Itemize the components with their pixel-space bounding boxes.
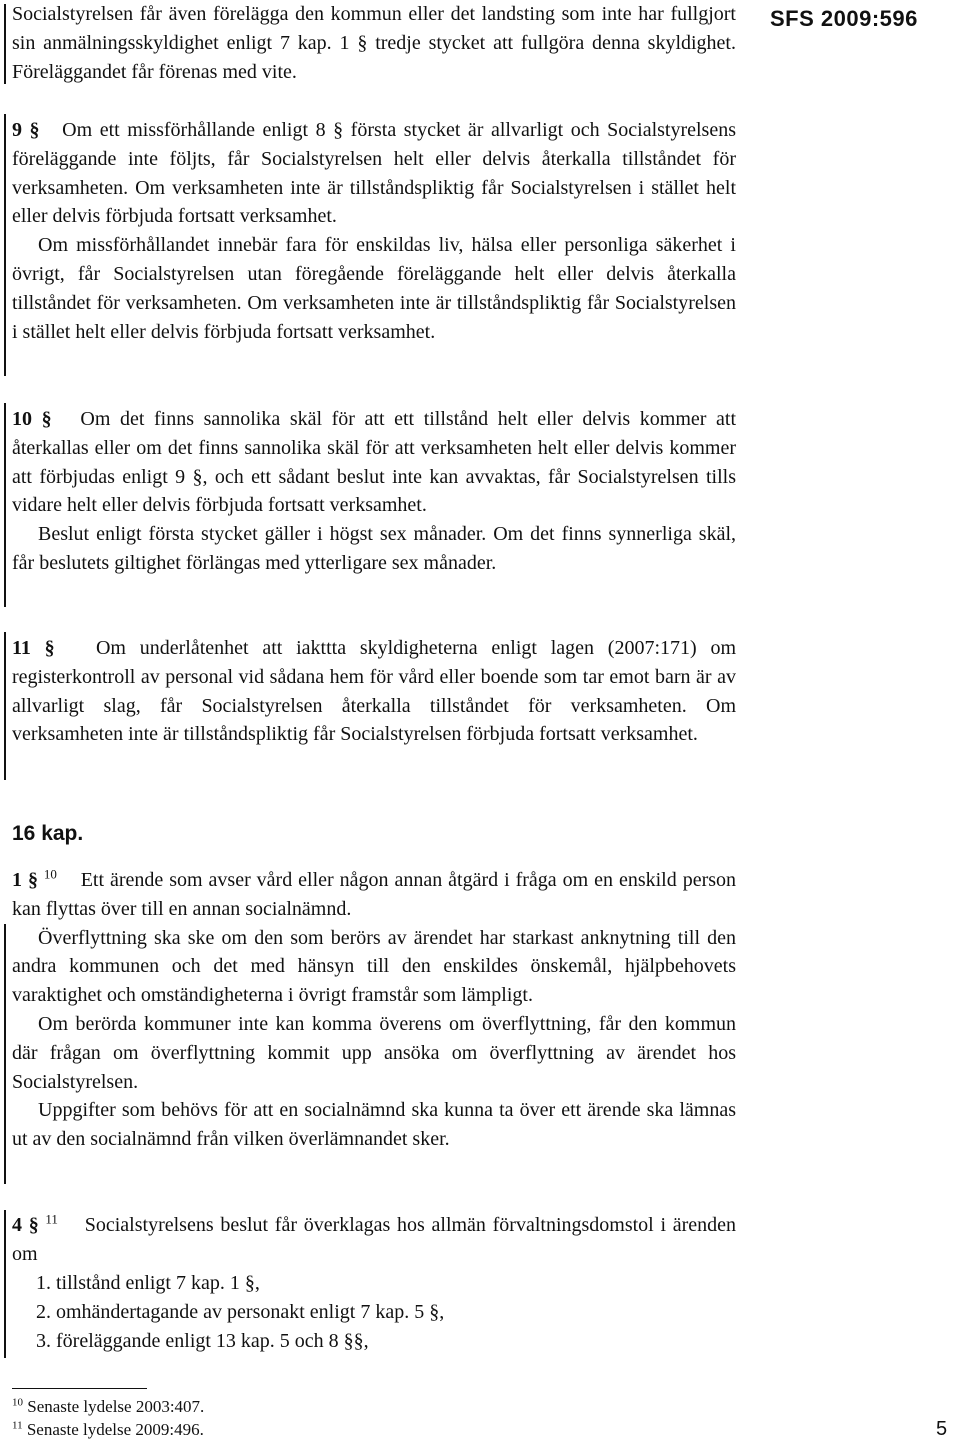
sfs-label: SFS 2009:596 — [770, 6, 918, 31]
list-item: 2. omhändertagande av personakt enligt 7 kap. 5 §, — [36, 1300, 445, 1323]
change-bar — [4, 1210, 6, 1358]
section-9 — [12, 116, 736, 346]
section-11-p1 — [12, 634, 736, 749]
section-10 — [12, 405, 736, 578]
change-bar — [4, 114, 6, 376]
footnote-text: Senaste lydelse 2003:407. — [27, 1397, 205, 1416]
section-1-p2: Överflyttning ska ske om den som berörs av ärendet har starkast anknytning till den andra kommunen och det med hänsyn till den enskildes önskemål, hjälpbehovets varaktighet och omständigheterna i övrigt framstår som lämpligt. — [12, 926, 736, 1007]
section-1 — [12, 866, 736, 1154]
section-1-number: 1 § — [12, 869, 38, 891]
section-4-text: Socialstyrelsens beslut får överklagas hos allmän förvaltningsdomstol i ärenden om — [12, 1214, 736, 1265]
footnote-ref-11[interactable]: 11 — [45, 1211, 58, 1227]
footnote-ref-10[interactable]: 10 — [43, 866, 57, 882]
section-9-text: Om ett missförhållande enligt 8 § första stycket är allvarligt och Socialstyrelsens föreläggande inte följts, får Socialstyrelsen helt eller delvis återkalla tillståndet för verksamheten. Om verksamheten inte är tillståndspliktig får Socialstyrelsen i stället helt eller delvis förbjuda fortsatt verksamhet. — [12, 119, 737, 228]
section-4-p1 — [12, 1211, 736, 1269]
change-bar — [4, 632, 6, 780]
section-4-list — [36, 1269, 444, 1355]
list-item: 3. föreläggande enligt 13 kap. 5 och 8 §§, — [36, 1329, 369, 1352]
footnote-10 — [12, 1396, 204, 1418]
paragraph-top: Socialstyrelsen får även förelägga den kommun eller det landsting som inte har fullgjort sin anmälningsskyldighet enligt 7 kap. 1 § tredje stycket att fullgöra denna skyldighet. Föreläggandet får förenas med vite. — [12, 3, 736, 83]
chapter-title: 16 kap. — [12, 822, 84, 845]
section-11-number: 11 § — [12, 637, 55, 659]
section-1-p1 — [12, 866, 736, 924]
section-10-text: Om det finns sannolika skäl för att ett tillstånd helt eller delvis kommer att återkallas eller om det finns sannolika skäl för att verksamheten helt eller delvis kommer att förbjudas enligt 9 §, och ett sådant beslut inte kan avvaktas, får Socialstyrelsen tills vidare helt eller delvis förbjuda fortsatt verksamhet. — [12, 408, 737, 517]
change-bar — [4, 4, 6, 84]
section-10-p1 — [12, 405, 736, 520]
section-10-number: 10 § — [12, 408, 52, 430]
section-9-number: 9 § — [12, 119, 40, 141]
section-9-p1 — [12, 116, 736, 231]
change-bar — [4, 924, 6, 1184]
footnote-number: 11 — [12, 1419, 23, 1432]
section-1-p3: Om berörda kommuner inte kan komma överens om överflyttning, får den kommun där frågan om överflyttning kommit upp ansöka om överflyttning av ärendet hos Socialstyrelsen. — [12, 1012, 736, 1093]
section-10-p2: Beslut enligt första stycket gäller i högst sex månader. Om det finns synnerliga skäl, får beslutets giltighet förlängas med ytterligare sex månader. — [12, 523, 736, 574]
change-bar — [4, 403, 6, 607]
footnote-text: Senaste lydelse 2009:496. — [26, 1420, 204, 1439]
footnote-divider — [12, 1388, 147, 1389]
section-1-p4: Uppgifter som behövs för att en socialnämnd ska kunna ta över ett ärende ska lämnas ut av den socialnämnd från vilken överlämnandet sker. — [12, 1099, 736, 1151]
section-11 — [12, 634, 736, 749]
section-9-p2: Om missförhållandet innebär fara för enskildas liv, hälsa eller personliga säkerhet i övrigt, får Socialstyrelsen utan föregående föreläggande helt eller delvis återkalla tillståndet för verksamheten. Om verksamheten inte är tillståndspliktig får Socialstyrelsen i stället helt eller delvis förbjuda fortsatt verksamhet. — [12, 234, 736, 343]
section-4 — [12, 1211, 736, 1269]
footnote-11 — [12, 1419, 204, 1441]
footnote-number: 10 — [12, 1396, 23, 1409]
page-number: 5 — [936, 1418, 948, 1440]
section-1-text: Ett ärende som avser vård eller någon annan åtgärd i fråga om en enskild person kan flyttas över till en annan socialnämnd. — [12, 869, 737, 920]
section-11-text: Om underlåtenhet att iakttta skyldigheterna enligt lagen (2007:171) om registerkontroll av personal vid sådana hem för vård eller boende som tar emot barn är av allvarligt slag, får Socialstyrelsen återkalla tillståndet för verksamheten. Om verksamheten inte är tillståndspliktig får Socialstyrelsen förbjuda fortsatt verksamhet. — [12, 637, 736, 746]
list-item: 1. tillstånd enligt 7 kap. 1 §, — [36, 1272, 260, 1294]
section-4-number: 4 § — [12, 1214, 39, 1236]
